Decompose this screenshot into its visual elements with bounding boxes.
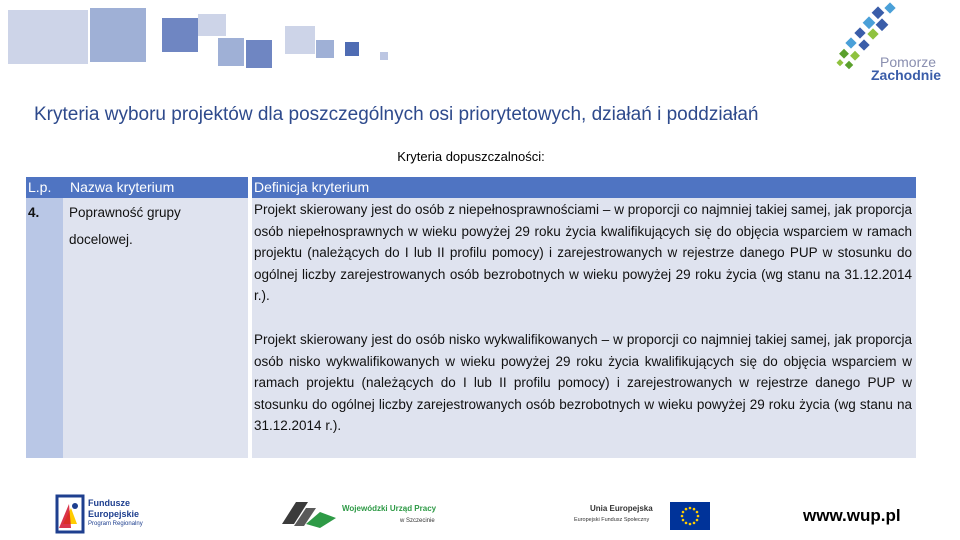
section-subtitle: Kryteria dopuszczalności: <box>397 149 545 164</box>
fe-text-3: Program Regionalny <box>88 521 143 527</box>
fe-emblem-icon <box>55 494 85 534</box>
fundusze-europejskie-logo <box>55 494 165 536</box>
row-name-line1: Poprawność grupy <box>69 205 181 220</box>
row-lp: 4. <box>28 205 40 220</box>
definition-paragraph-2: Projekt skierowany jest do osób nisko wykwalifikowanych – w proporcji co najmniej takiej samej, jak proporcja osób nisko wykwalifikowanych w wieku powyżej 29 roku życia kwalifikujących się do objęcia wsparciem w ramach projektu (należących do I lub II profilu pomocy) i zarejestrowanych w rejestrze danego PUP w stosunku do ogólnej liczby zarejestrowanych osób bezrobotnych w wieku powyżej 29 roku życia (wg stanu na 31.12.2014 r.). <box>254 332 912 434</box>
header-name: Nazwa kryterium <box>70 179 175 195</box>
wup-text-2: w Szczecinie <box>400 518 435 524</box>
fe-text-2: Europejskie <box>88 509 140 519</box>
header-definition: Definicja kryterium <box>254 179 370 195</box>
header-lp: L.p. <box>28 179 52 195</box>
wup-emblem-icon <box>280 498 338 532</box>
page-title: Kryteria wyboru projektów dla poszczególnych osi priorytetowych, działań i poddziałań <box>34 104 759 125</box>
ue-text-1: Unia Europejska <box>590 504 653 513</box>
eu-flag-icon <box>670 502 710 530</box>
wup-text-1: Wojewódzki Urząd Pracy <box>342 504 437 513</box>
lp-column-bg <box>26 198 63 458</box>
logo-text-pomorze: Pomorze <box>880 54 937 70</box>
logo-text-zachodnie: Zachodnie <box>871 67 942 83</box>
unia-europejska-logo <box>572 500 712 534</box>
ue-text-2: Europejski Fundusz Społeczny <box>574 517 650 523</box>
definition-paragraph-1: Projekt skierowany jest do osób z niepełnosprawnościami – w proporcji co najmniej takiej samej, jak proporcja osób niepełnosprawnych w wieku powyżej 29 roku życia kwalifikujących się do objęcia wsparciem w ramach projektu (należących do I lub II profilu pomocy) i zarejestrowanych w rejestrze danego PUP w stosunku do ogólnej liczby zarejestrowanych osób bezrobotnych w wieku powyżej 29 roku życia (wg stanu na 31.12.2014 r.). <box>254 202 912 304</box>
fe-text-1: Fundusze <box>88 498 130 508</box>
row-name-line2: docelowej. <box>69 232 133 247</box>
website-link[interactable]: www.wup.pl <box>803 506 901 525</box>
wup-logo <box>280 498 445 534</box>
decorative-squares <box>0 0 400 100</box>
criteria-table <box>26 177 916 458</box>
